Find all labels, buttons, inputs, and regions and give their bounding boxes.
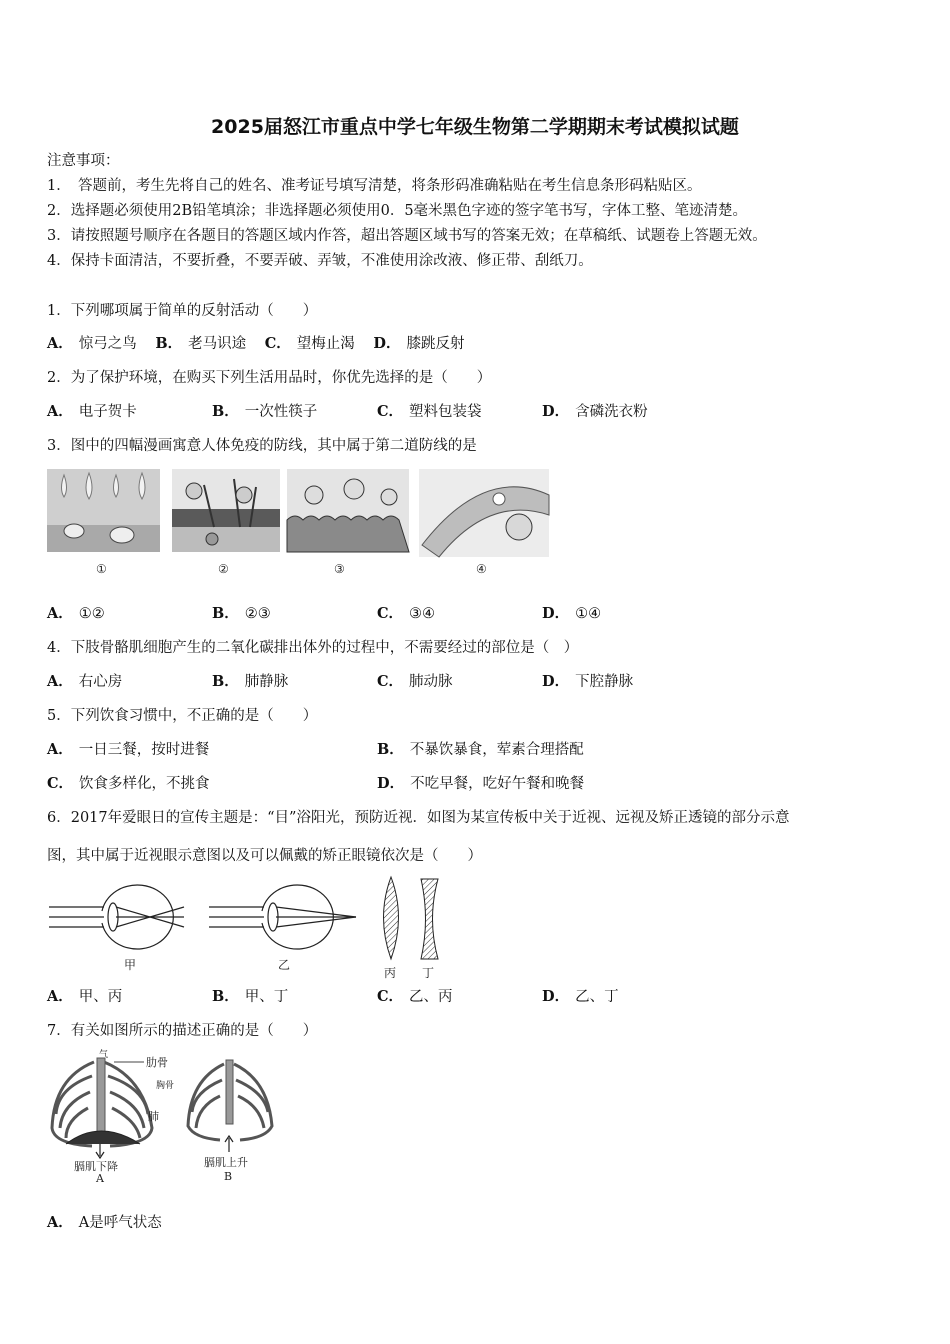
q3-stem: 3．图中的四幅漫画寓意人体免疫的防线，其中属于第二道防线的是 (47, 438, 477, 454)
q1-opt-b-key: B． (155, 335, 183, 352)
q2-option-b: B． 一次性筷子 (212, 403, 318, 420)
cartoon-panel-4 (419, 469, 549, 557)
q3-option-a: A． ①② (47, 605, 105, 622)
q1-stem: 1．下列哪项属于简单的反射活动（ ） (47, 303, 318, 319)
q5-stem: 5．下列饮食习惯中，不正确的是（ ） (47, 708, 318, 724)
ribcage-b (188, 1060, 272, 1152)
q6-stem: 6．2017年爱眼日的宣传主题是：“目”浴阳光，预防近视．如图为某宣传板中关于近视、远视及矫正透镜的部分示意 (47, 810, 790, 826)
concave-lens (421, 879, 438, 959)
q6-stem-cont: 图，其中属于近视眼示意图以及可以佩戴的矫正眼镜依次是（ ） (47, 848, 482, 864)
cartoon-panel-2 (172, 469, 280, 552)
label-sternum: 胸骨 (156, 1081, 175, 1091)
cartoon-panel-1 (47, 469, 160, 552)
q1-opt-d: 膝跳反射 (406, 336, 465, 352)
q5-option-c: C． 饮食多样化，不挑食 (47, 775, 210, 792)
cartoon-label-3: ③ (334, 562, 345, 576)
convex-lens (384, 877, 399, 959)
ribcage-a (52, 1058, 152, 1158)
q1-opt-c-key: C． (264, 335, 291, 352)
q3-option-d: D． ①④ (542, 605, 602, 622)
q1-opt-c: 望梅止渴 (296, 336, 355, 352)
notice-item-3: 3．请按照题号顺序在各题目的答题区域内作答，超出答题区域书写的答案无效；在草稿纸、试题卷上答题无效。 (47, 228, 767, 244)
q4-stem: 4．下肢骨骼肌细胞产生的二氧化碳排出体外的过程中，不需要经过的部位是（ ） (47, 640, 579, 656)
q6-option-d: D． 乙、丁 (542, 988, 619, 1005)
label-b: B (224, 1170, 233, 1183)
q3-option-b: B． ②③ (212, 605, 271, 622)
eye-yi (209, 885, 356, 949)
q2-option-c: C． 塑料包装袋 (377, 403, 482, 420)
cartoon-panel-3 (287, 469, 409, 552)
q1-opt-a: 惊弓之鸟 (78, 336, 137, 352)
q4-option-a: A． 右心房 (47, 673, 123, 690)
q1-opt-b: 老马识途 (188, 336, 247, 352)
eye-yi-label: 乙 (278, 958, 291, 972)
lens-ding-label: 丁 (422, 966, 435, 979)
cartoon-label-4: ④ (476, 562, 487, 576)
q2-stem: 2．为了保护环境，在购买下列生活用品时，你优先选择的是（ ） (47, 370, 492, 386)
q5-option-b: B． 不暴饮暴食，荤素合理搭配 (377, 741, 584, 758)
q7-stem: 7．有关如图所示的描述正确的是（ ） (47, 1023, 318, 1039)
cartoon-label-2: ② (218, 562, 229, 576)
q1-options (47, 334, 464, 354)
page-title: 2025届怒江市重点中学七年级生物第二学期期末考试模拟试题 (211, 116, 739, 138)
breathing-ribcage-diagram (44, 1048, 284, 1184)
eye-jia-label: 甲 (124, 958, 137, 972)
lens-bing-label: 丙 (384, 966, 397, 979)
label-lung: 肺 (148, 1110, 159, 1123)
q2-option-d: D． 含磷洗衣粉 (542, 403, 648, 420)
q6-option-a: A． 甲、丙 (47, 988, 123, 1005)
cartoon-label-1: ① (96, 562, 107, 576)
q5-option-a: A． 一日三餐，按时进餐 (47, 741, 210, 758)
q1-opt-d-key: D． (373, 335, 401, 352)
q3-option-c: C． ③④ (377, 605, 436, 622)
q7-option-a: A． A是呼气状态 (47, 1214, 162, 1231)
q5-option-d: D． 不吃早餐，吃好午餐和晚餐 (377, 775, 585, 792)
eye-jia (49, 885, 184, 949)
immune-defense-cartoons (44, 465, 554, 580)
eye-lens-diagram (44, 873, 464, 979)
notice-item-1: 1． 答题前，考生先将自己的姓名、准考证号填写清楚，将条形码准确粘贴在考生信息条形码粘贴区。 (47, 178, 702, 194)
notice-item-2: 2．选择题必须使用2B铅笔填涂；非选择题必须使用0．5毫米黑色字迹的签字笔书写，字体工整、笔迹清楚。 (47, 203, 748, 219)
label-a-caption: 膈肌下降 (74, 1160, 118, 1173)
q6-option-b: B． 甲、丁 (212, 988, 289, 1005)
label-top: 气 (99, 1050, 109, 1060)
q1-opt-a-key: A． (47, 335, 73, 352)
q2-option-a: A． 电子贺卡 (47, 403, 137, 420)
q6-option-c: C． 乙、丙 (377, 988, 453, 1005)
q4-option-d: D． 下腔静脉 (542, 673, 634, 690)
q4-option-b: B． 肺静脉 (212, 673, 289, 690)
label-rib: 肋骨 (146, 1056, 168, 1069)
label-b-caption: 膈肌上升 (204, 1156, 248, 1169)
q4-option-c: C． 肺动脉 (377, 673, 453, 690)
notice-heading: 注意事项： (47, 153, 120, 169)
label-a: A (96, 1172, 104, 1184)
notice-item-4: 4．保持卡面清洁，不要折叠，不要弄破、弄皱，不准使用涂改液、修正带、刮纸刀。 (47, 253, 593, 269)
